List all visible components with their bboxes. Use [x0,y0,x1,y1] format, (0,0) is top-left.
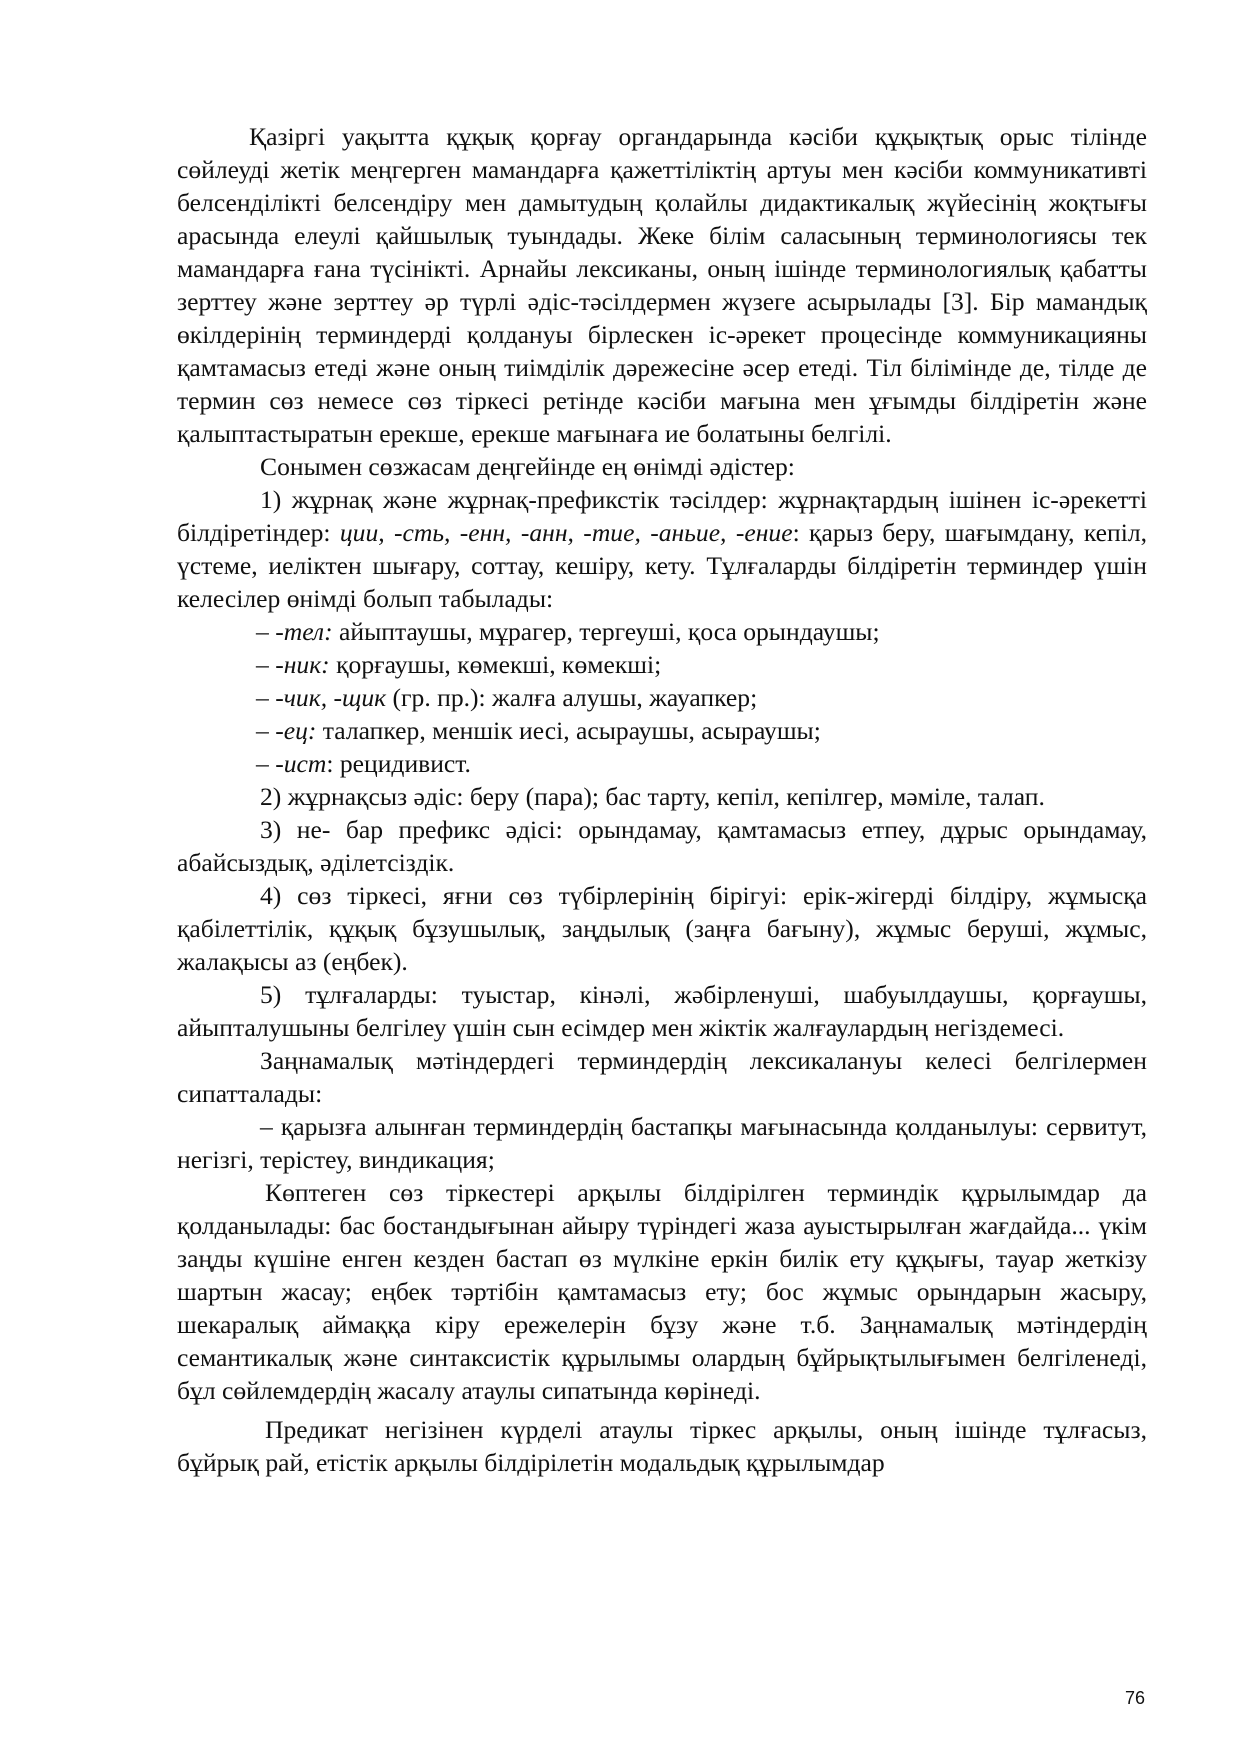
paragraph: Көптеген сөз тіркестері арқылы білдірілген терминдік құрылымдар да қолданылады: бас бостандығынан айыру түріндегі жаза ауыстырылған жағдайда... үкім заңды күшіне енген кезден бастап өз мүлкіне еркін билік ету құқығы, тауар жеткізу шартын жасау; еңбек тәртібін қамтамасыз ету; бос жұмыс орындарын жасыру, шекаралық аймаққа кіру ережелерін бұзу және т.б. Заңнамалық мәтіндердің семантикалық және синтаксистік құрылымы олардың бұйрықтылығымен белгіленеді, бұл сөйлемдердің жасалу атаулы сипатында көрінеді. [177,1178,1147,1405]
suffix: ник: [283,650,330,679]
paragraph: Предикат негізінен күрделі атаулы тіркес арқылы, оның ішінде тұлғасыз, бұйрық рай, етістік арқылы білдірілетін модальдық құрылымдар [177,1415,1147,1477]
list-item: – -ист: рецидивист. [256,749,471,778]
list-item: – -тел: айыптаушы, мұрагер, тергеуші, қоса орындаушы; [256,617,880,646]
paragraph: Заңнамалық мәтіндердегі терминдердің лексикалануы келесі белгілермен сипатталады: [177,1046,1147,1108]
paragraph: 5) тұлғаларды: туыстар, кінәлі, жәбірленуші, шабуылдаушы, қорғаушы, айыпталушыны белгілеу үшін сын есімдер мен жіктік жалғаулардың негіздемесі. [177,980,1147,1042]
page-number: 76 [1125,1688,1146,1708]
suffix-list: ции, -сть, -енн, -анн, -тие, -аньие, -ение [339,518,793,547]
suffix: ец: [283,716,317,745]
suffix: ист [283,749,327,778]
list-item: – -ник: қорғаушы, көмекші, көмекші; [256,650,662,679]
paragraph [177,483,1147,615]
suffix: тел: [283,617,333,646]
document-body [177,120,1147,1479]
paragraph: 2) жұрнақсыз әдіс: беру (пара); бас тарту, кепіл, кепілгер, мәміле, талап. [260,782,1045,811]
paragraph: – қарызға алынған терминдердің бастапқы мағынасында қолданылуы: сервитут, негізгі, терістеу, виндикация; [177,1112,1147,1174]
paragraph: 3) не- бар префикс әдісі: орындамау, қамтамасыз етпеу, дұрыс орындамау, абайсыздық, әділетсіздік. [177,815,1147,877]
list-item: – -ец: талапкер, меншік иесі, асыраушы, асыраушы; [256,716,821,745]
paragraph-text: 1) жұрнақ және жұрнақ-префикстік тәсілдер: жұрнақтардың ішінен іс-әрекетті білдіретіндер: [177,485,1147,547]
paragraph: Сонымен сөзжасам деңгейінде ең өнімді әдістер: [260,452,795,481]
paragraph: Қазіргі уақытта құқық қорғау органдарында кәсіби құқықтық орыс тілінде сөйлеуді жетік меңгерген мамандарға қажеттіліктің артуы мен кәсіби коммуникативті белсенділікті белсендіру мен дамытудың қолайлы дидактикалық жүйесінің жоқтығы арасында елеулі қайшылық туындады. Жеке білім саласының терминологиясы тек мамандарға ғана түсінікті. Арнайы лексиканы, оның ішінде терминологиялық қабатты зерттеу және зерттеу әр түрлі әдіс-тәсілдермен жүзеге асырылады [3]. Бір мамандық өкілдерінің терминдерді қолдануы бірлескен іс-әрекет процесінде коммуникацияны қамтамасыз етеді және оның тиімділік дәрежесіне әсер етеді. Тіл білімінде де, тілде де термин сөз немесе сөз тіркесі ретінде кәсіби мағына мен ұғымды білдіретін және қалыптастыратын ерекше, ерекше мағынаға ие болатыны белгілі. [177,122,1147,448]
list-item: – -чик, -щик (гр. пр.): жалға алушы, жауапкер; [256,683,758,712]
paragraph: 4) сөз тіркесі, яғни сөз түбірлерінің бірігуі: ерік-жігерді білдіру, жұмысқа қабілеттілік, құқық бұзушылық, заңдылық (заңға бағыну), жұмыс беруші, жұмыс, жалақысы аз (еңбек). [177,881,1147,976]
paragraph-text: : қарыз беру, шағымдану, кепіл, үстеме, иеліктен шығару, соттау, кешіру, кету. Тұлғаларды білдіретін терминдер үшін келесілер өнімді болып табылады: [177,518,1147,613]
suffix: чик, -щик [283,683,387,712]
